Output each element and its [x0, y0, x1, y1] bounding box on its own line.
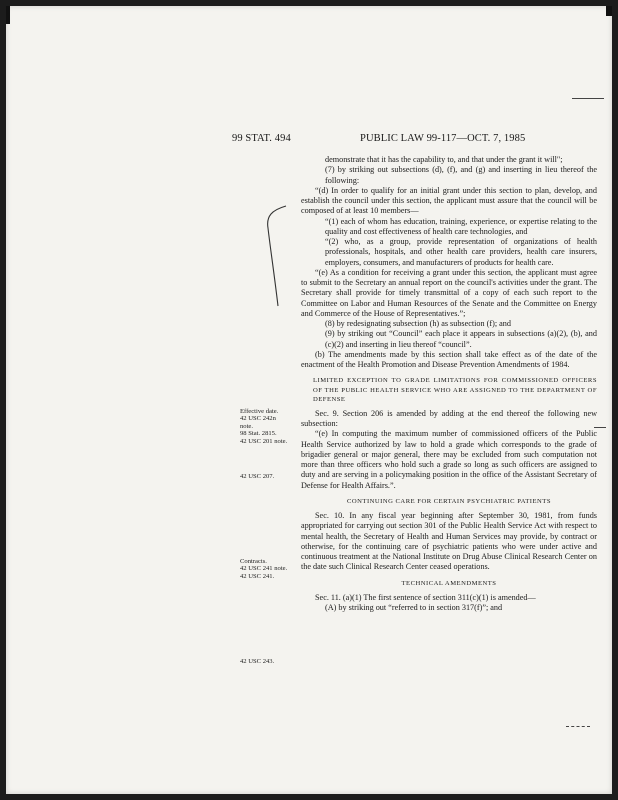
margin-note-line: Effective date. — [240, 408, 279, 415]
paragraph: (8) by redesignating subsection (h) as subsection (f); and — [325, 319, 511, 328]
section-heading: TECHNICAL AMENDMENTS — [401, 579, 497, 587]
paragraph: Sec. 11. (a)(1) The first sentence of section 311(c)(1) is amended— — [315, 592, 536, 602]
handwritten-bracket-mark — [260, 202, 290, 312]
section-heading: CONTINUING CARE FOR CERTAIN PSYCHIATRIC PATIENTS — [347, 497, 551, 505]
paragraph: “(1) each of whom has education, training, experience, or expertise relating to the quality and cost effectiveness of health care technologies, and — [325, 216, 597, 236]
document-page — [6, 6, 612, 794]
bottom-right-rule — [566, 726, 590, 727]
paragraph: (7) by striking out subsections (d), (f), and (g) and inserting in lieu thereof the following: — [325, 165, 597, 185]
margin-note-line: note. — [240, 422, 254, 430]
stat-page-number: 99 STAT. 494 — [232, 133, 291, 144]
margin-note-line: 42 USC 241 note. — [240, 565, 288, 573]
margin-note-contracts — [240, 558, 287, 580]
margin-note-42-usc-243: 42 USC 243. — [240, 658, 275, 665]
paragraph: (A) by striking out “referred to in section 317(f)”; and — [325, 603, 503, 612]
paragraph: demonstrate that it has the capability to, and that under the grant it will"; — [325, 155, 563, 164]
public-law-title: PUBLIC LAW 99-117—OCT. 7, 1985 — [360, 133, 526, 144]
margin-note-42-usc-207: 42 USC 207. — [240, 473, 275, 480]
section-heading: LIMITED EXCEPTION TO GRADE LIMITATIONS FOR COMMISSIONED OFFICERS OF THE PUBLIC HEALTH SERVICE WHO ARE ASSIGNED TO THE DEPARTMENT OF DEFENSE — [313, 377, 597, 404]
margin-note-line: 42 USC 201 note. — [240, 437, 288, 445]
paragraph: Sec. 9. Section 206 is amended by adding at the end thereof the following new subsection: — [301, 408, 597, 428]
corner-mark-top-right — [606, 6, 612, 16]
margin-note-line: Contracts. — [240, 558, 267, 565]
law-text-column — [301, 155, 597, 613]
top-right-rule — [572, 98, 604, 99]
paragraph: (b) The amendments made by this section shall take effect as of the date of the enactment of the Health Promotion and Disease Prevention Amendments of 1984. — [301, 349, 597, 369]
corner-mark-top-left — [6, 6, 10, 24]
margin-note-line: 42 USC 242n — [240, 415, 276, 423]
paragraph: “(d) In order to qualify for an initial grant under this section to plan, develop, and establish the council under this section, the applicant must assure that the council will be composed of at least 10 members— — [301, 185, 597, 216]
margin-note-effective-date — [240, 408, 287, 445]
margin-note-line: 42 USC 241. — [240, 572, 275, 580]
paragraph: “(e) In computing the maximum number of commissioned officers of the Public Health Service authorized by law to hold a grade which corresponds to the grade of brigadier general or major general, there may be excluded from such computation not more than three officers who hold such a grade so long as such officers are assigned to duty and are serving in a policymaking position in the office of the Assistant Secretary of Defense for Health Affairs.”. — [301, 429, 597, 490]
paragraph: “(2) who, as a group, provide representation of organizations of health professionals, hospitals, and other health care providers, health care insurers, employers, consumers, and manufacturers of products for health care. — [325, 237, 597, 267]
paragraph: (9) by striking out “Council” each place it appears in subsections (a)(2), (b), and (c)(2) and inserting in lieu thereof “council”. — [325, 329, 597, 349]
paragraph: “(e) As a condition for receiving a grant under this section, the applicant must agree to submit to the Secretary an annual report on the council's activities under the grant. The Secretary shall provide for timely transmittal of a copy of each such report to the Committee on Labor and Human Resources of the Senate and the Committee on Energy and Commerce of the House of Representatives.”; — [301, 267, 597, 318]
paragraph: Sec. 10. In any fiscal year beginning after September 30, 1981, from funds appropriated for carrying out section 301 of the Public Health Service Act with respect to mental health, the Secretary of Health and Human Services may provide, by contract or otherwise, for the continuing care of psychiatric patients who were under active and continuous treatment at the National Institute on Drug Abuse Clinical Research Center on the date such Clinical Research Center ceased operations. — [301, 511, 597, 572]
margin-note-line: 98 Stat. 2815. — [240, 430, 277, 438]
